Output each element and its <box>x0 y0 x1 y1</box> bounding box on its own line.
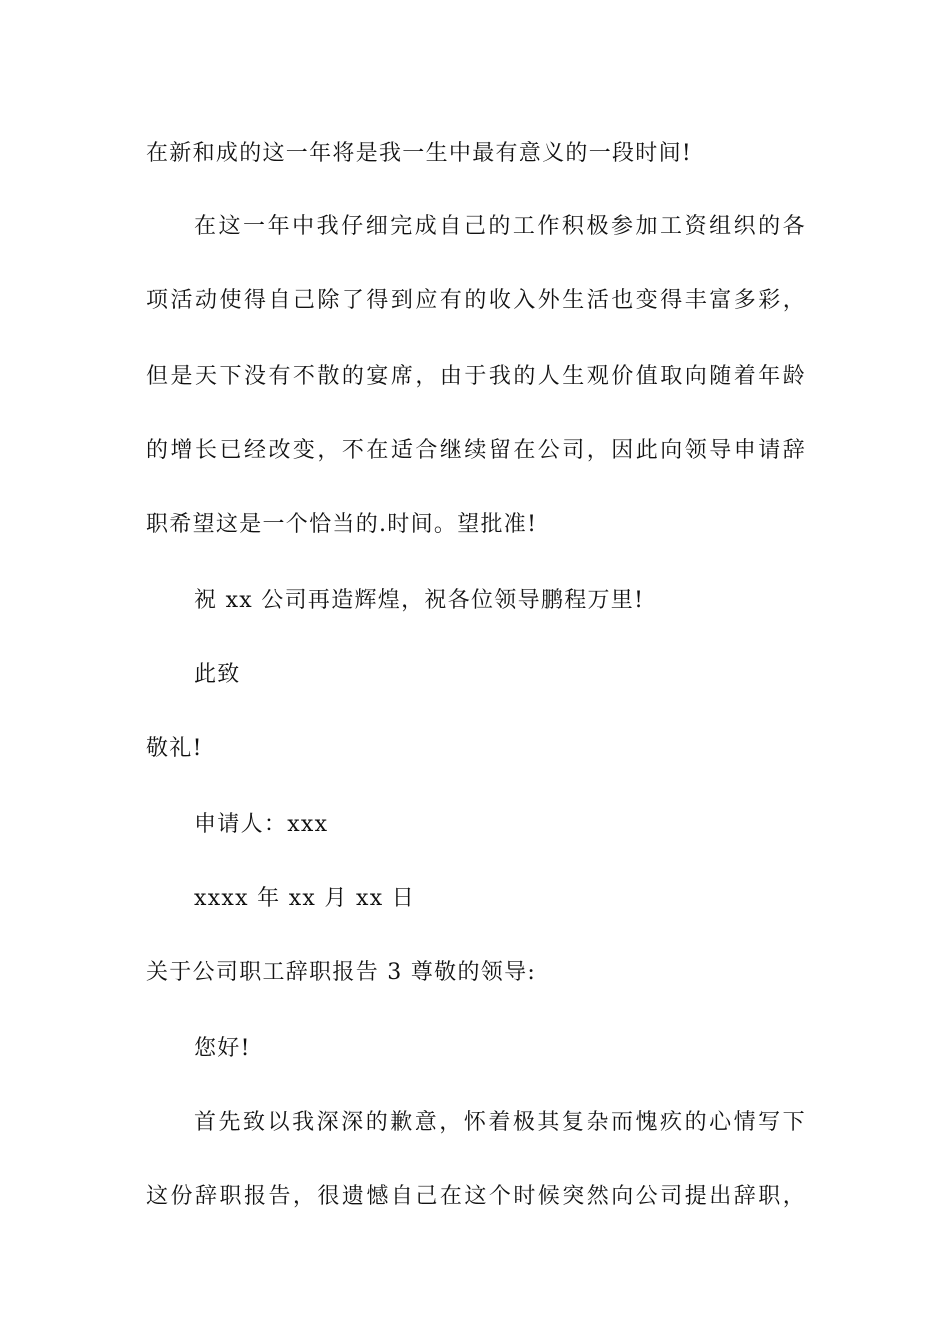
paragraph-first-line: 首先致以我深深的歉意，怀着极其复杂而愧疚的心情写下 <box>194 1110 806 1135</box>
text-line: 但是天下没有不散的宴席，由于我的人生观价值取向随着年龄 <box>146 364 806 389</box>
paragraph-first-line: 在这一年中我仔细完成自己的工作积极参加工资组织的各 <box>194 214 806 239</box>
section-title: 关于公司职工辞职报告 3 尊敬的领导: <box>146 960 537 985</box>
text-line: 的增长已经改变，不在适合继续留在公司，因此向领导申请辞 <box>146 438 806 463</box>
greeting: 您好! <box>194 1036 251 1061</box>
text-line: 职希望这是一个恰当的.时间。望批准! <box>146 512 538 537</box>
salutation-ci-zhi: 此致 <box>194 662 241 687</box>
text-line: 这份辞职报告，很遗憾自己在这个时候突然向公司提出辞职， <box>146 1184 806 1209</box>
salutation-jing-li: 敬礼! <box>146 736 203 761</box>
text-line: 项活动使得自己除了得到应有的收入外生活也变得丰富多彩， <box>146 288 806 313</box>
closing-wish: 祝 xx 公司再造辉煌，祝各位领导鹏程万里! <box>194 588 645 613</box>
applicant-signature: 申请人：xxx <box>194 812 329 837</box>
text-line: 在新和成的这一年将是我一生中最有意义的一段时间! <box>146 141 693 166</box>
date-line: xxxx 年 xx 月 xx 日 <box>194 886 416 911</box>
